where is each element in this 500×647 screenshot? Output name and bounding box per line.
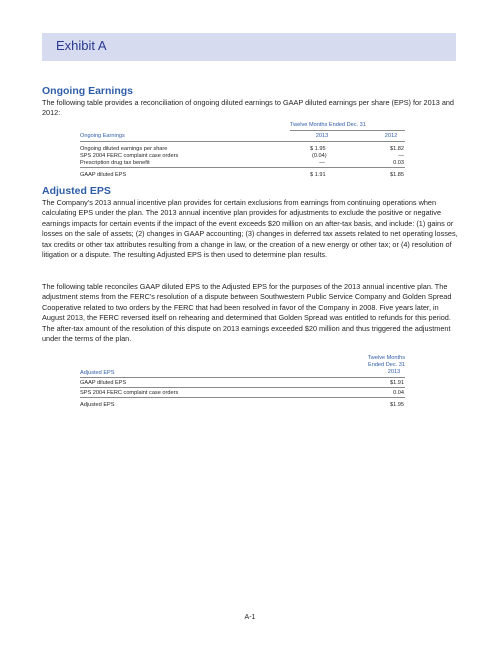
table-row-label: Ongoing diluted earnings per share [80, 146, 168, 152]
table-cell-2013: 0.04 [393, 390, 404, 396]
table-row-header: Adjusted EPS [80, 370, 115, 376]
table-cell-2012: — [398, 153, 404, 159]
table-row-label: Prescription drug tax benefit [80, 160, 150, 166]
table-cell-2012: 0.03 [393, 160, 404, 166]
adjusted-eps-paragraph-2: The following table reconciles GAAP diluted EPS to the Adjusted EPS for the purposes of the 2013 annual incentive plan. The adjustment stems from the FERC's resolution of a dispute between Southwestern Public Service Company and Golden Spread Cooperative related to two orders by the FERC that had been resolved in favor of the Company in 2008. Five years later, in August 2013, the FERC reversed itself on rehearing and determined that Golden Spread was entitled to refunds for this period. The after-tax amount of the resolution of this dispute on 2013 earnings exceeded $20 million and thus triggered the adjustment under the terms of the plan. [42, 282, 452, 344]
table-row-label: SPS 2004 FERC complaint case orders [80, 390, 179, 396]
period-header: Twelve Months Ended Dec. 31 [290, 122, 366, 128]
column-header-2013: 2013 [387, 369, 401, 375]
table-row-header: Ongoing Earnings [80, 133, 125, 139]
ongoing-earnings-heading: Ongoing Earnings [42, 85, 133, 97]
table-cell-2013: (0.04) [312, 153, 327, 159]
adjusted-eps-heading: Adjusted EPS [42, 185, 111, 197]
header-rule [80, 377, 405, 378]
total-row-label: GAAP diluted EPS [80, 172, 127, 178]
table-cell-2013: $ 1.95 [310, 146, 326, 152]
table-cell-2013: — [319, 160, 325, 166]
row-rule [80, 387, 405, 388]
table-cell-2013: $1.91 [390, 380, 404, 386]
table-cell-2012: $1.82 [390, 146, 404, 152]
period-header-line-2: Ended Dec. 31 [367, 362, 405, 368]
total-cell-2013: $1.95 [390, 402, 404, 408]
adjusted-eps-paragraph-1: The Company's 2013 annual incentive plan provides for certain exclusions from earnings from continuing operations when calculating EPS under the plan. The 2013 annual incentive plan provides for adjustments to exclude the positive or negative earnings impacts for certain events if the impact of the event exceeds $20 million on an after-tax basis, and include: (1) gains or losses on the sale of assets; (2) changes in GAAP accounting; (3) changes in deferred tax assets related to net operating losses, tax credits or other tax attributes resulting from a change in law, or the creation of a new energy or other tax; or (4) resolution of litigation or a dispute. The resulting Adjusted EPS is then used to determine plan results. [42, 198, 458, 260]
page-number: A-1 [244, 614, 256, 621]
total-row-label: Adjusted EPS [80, 402, 115, 408]
total-cell-2013: $ 1.91 [310, 172, 326, 178]
table-row-label: GAAP diluted EPS [80, 380, 127, 386]
exhibit-title: Exhibit A [56, 38, 107, 53]
total-cell-2012: $1.85 [390, 172, 404, 178]
period-header-line-1: Twelve Months [367, 355, 405, 361]
column-header-2012: 2012 [384, 133, 398, 139]
ongoing-earnings-intro: The following table provides a reconciliation of ongoing diluted earnings to GAAP diluted earnings per share (EPS) for 2013 and 2012: [42, 98, 454, 118]
subtotal-rule [80, 397, 405, 398]
table-row-label: SPS 2004 FERC complaint case orders [80, 153, 179, 159]
column-header-2013: 2013 [315, 133, 329, 139]
